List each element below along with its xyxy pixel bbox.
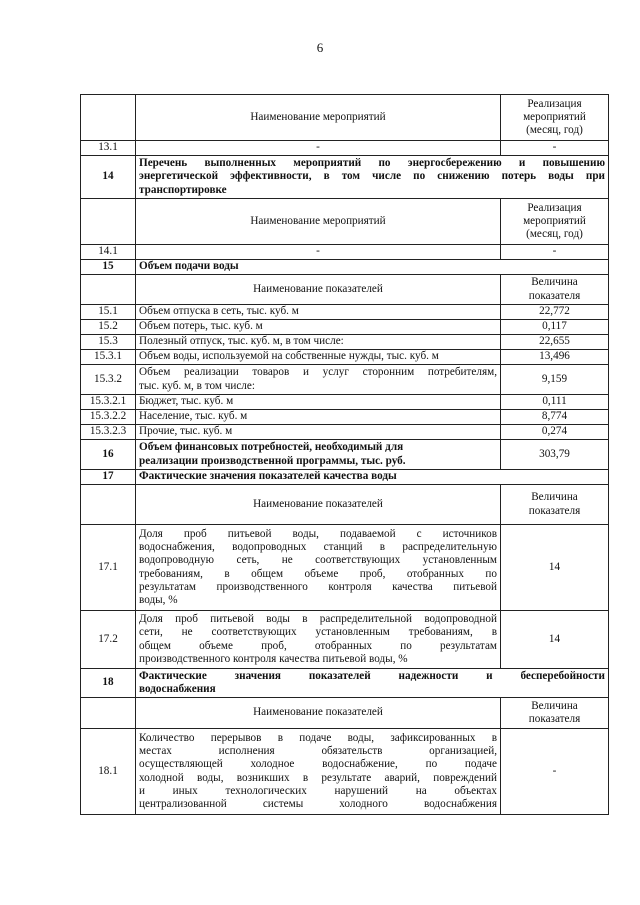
empty-cell	[81, 199, 136, 245]
header-value: Величина показателя	[501, 485, 609, 525]
row-number: 15.2	[81, 320, 136, 335]
section-row-14	[81, 156, 609, 199]
section-title: Объем подачи воды	[136, 260, 609, 275]
section-row-15	[81, 260, 609, 275]
indicator-name: Прочие, тыс. куб. м	[136, 425, 501, 440]
row-number: 15.3.1	[81, 350, 136, 365]
empty-cell	[81, 698, 136, 729]
table-row	[81, 611, 609, 669]
dash-cell: -	[501, 245, 609, 260]
header-realization: Реализация мероприятий (месяц, год)	[501, 95, 609, 141]
table-row	[81, 275, 609, 305]
indicator-value: 8,774	[501, 410, 609, 425]
indicator-value: -	[501, 729, 609, 815]
indicator-value: 14	[501, 611, 609, 669]
row-number: 14.1	[81, 245, 136, 260]
header-indicators: Наименование показателей	[136, 275, 501, 305]
section-number: 18	[81, 669, 136, 698]
header-realization: Реализация мероприятий (месяц, год)	[501, 199, 609, 245]
row-number: 15.3.2.1	[81, 395, 136, 410]
row-number: 15.3	[81, 335, 136, 350]
indicator-value: 0,117	[501, 320, 609, 335]
indicator-name: Полезный отпуск, тыс. куб. м, в том числе:	[136, 335, 501, 350]
section-title: Фактические значения показателей надежности и бесперебойности водоснабжения	[136, 669, 609, 698]
indicator-name: Объем воды, используемой на собственные нужды, тыс. куб. м	[136, 350, 501, 365]
indicator-name: Бюджет, тыс. куб. м	[136, 395, 501, 410]
header-indicators: Наименование показателей	[136, 485, 501, 525]
table-row	[81, 320, 609, 335]
section-row-17	[81, 470, 609, 485]
section-number: 17	[81, 470, 136, 485]
table-row	[81, 199, 609, 245]
table-row	[81, 410, 609, 425]
empty-cell	[81, 95, 136, 141]
indicator-name: Население, тыс. куб. м	[136, 410, 501, 425]
table-row	[81, 245, 609, 260]
table-row	[81, 141, 609, 156]
section-title: Фактические значения показателей качества воды	[136, 470, 609, 485]
row-number: 15.3.2.3	[81, 425, 136, 440]
table-row	[81, 95, 609, 141]
table-row	[81, 425, 609, 440]
section-title: Перечень выполненных мероприятий по энергосбережению и повышению энергетической эффективности, в том числе по снижению потерь воды при транспортировке	[136, 156, 609, 199]
indicator-value: 9,159	[501, 365, 609, 395]
indicator-value: 22,655	[501, 335, 609, 350]
dash-cell: -	[501, 141, 609, 156]
table-row	[81, 525, 609, 611]
indicator-value: 14	[501, 525, 609, 611]
indicator-value: 0,111	[501, 395, 609, 410]
header-measures: Наименование мероприятий	[136, 199, 501, 245]
row-number: 15.3.2	[81, 365, 136, 395]
header-value: Величина показателя	[501, 698, 609, 729]
empty-cell	[81, 485, 136, 525]
row-number: 18.1	[81, 729, 136, 815]
indicator-value: 0,274	[501, 425, 609, 440]
row-number: 17.1	[81, 525, 136, 611]
indicator-name: Объем отпуска в сеть, тыс. куб. м	[136, 305, 501, 320]
program-table	[80, 94, 609, 815]
indicator-name: Доля проб питьевой воды в распределительной водопроводной сети, не соответствующих установленным требованиям, в общем объеме проб, отобранных по результатам производственного контроля качества питьевой воды, %	[136, 611, 501, 669]
header-indicators: Наименование показателей	[136, 698, 501, 729]
section-row-18	[81, 669, 609, 698]
indicator-value: 303,79	[501, 440, 609, 470]
section-number: 15	[81, 260, 136, 275]
section-number: 16	[81, 440, 136, 470]
table-row	[81, 698, 609, 729]
row-number: 15.1	[81, 305, 136, 320]
table-row	[81, 485, 609, 525]
table-row	[81, 335, 609, 350]
indicator-name: Количество перерывов в подаче воды, зафиксированных в местах исполнения обязательств организацией, осуществляющей холодное водоснабжение, по подаче холодной воды, возникших в результате аварий, повреждений и иных технологических нарушений на объектах централизованной системы холодного водоснабжения	[136, 729, 501, 815]
table-row	[81, 395, 609, 410]
indicator-name: Объем реализации товаров и услуг сторонним потребителям, тыс. куб. м, в том числе:	[136, 365, 501, 395]
table-row	[81, 729, 609, 815]
row-number: 17.2	[81, 611, 136, 669]
table-row	[81, 365, 609, 395]
indicator-value: 22,772	[501, 305, 609, 320]
table-row	[81, 305, 609, 320]
section-row-16	[81, 440, 609, 470]
indicator-name: Доля проб питьевой воды, подаваемой с источников водоснабжения, водопроводных станций в распределительную водопроводную сеть, не соответствующих установленным требованиям, в общем объеме проб, отобранных по результатам производственного контроля качества питьевой воды, %	[136, 525, 501, 611]
indicator-name: Объем потерь, тыс. куб. м	[136, 320, 501, 335]
empty-cell	[81, 275, 136, 305]
page-number: 6	[316, 40, 324, 55]
row-number: 15.3.2.2	[81, 410, 136, 425]
dash-cell: -	[136, 141, 501, 156]
header-measures: Наименование мероприятий	[136, 95, 501, 141]
dash-cell: -	[136, 245, 501, 260]
section-number: 14	[81, 156, 136, 199]
section-title: Объем финансовых потребностей, необходимый для реализации производственной программы, тыс. руб.	[136, 440, 501, 470]
header-value: Величина показателя	[501, 275, 609, 305]
table-row	[81, 350, 609, 365]
row-number: 13.1	[81, 141, 136, 156]
indicator-value: 13,496	[501, 350, 609, 365]
